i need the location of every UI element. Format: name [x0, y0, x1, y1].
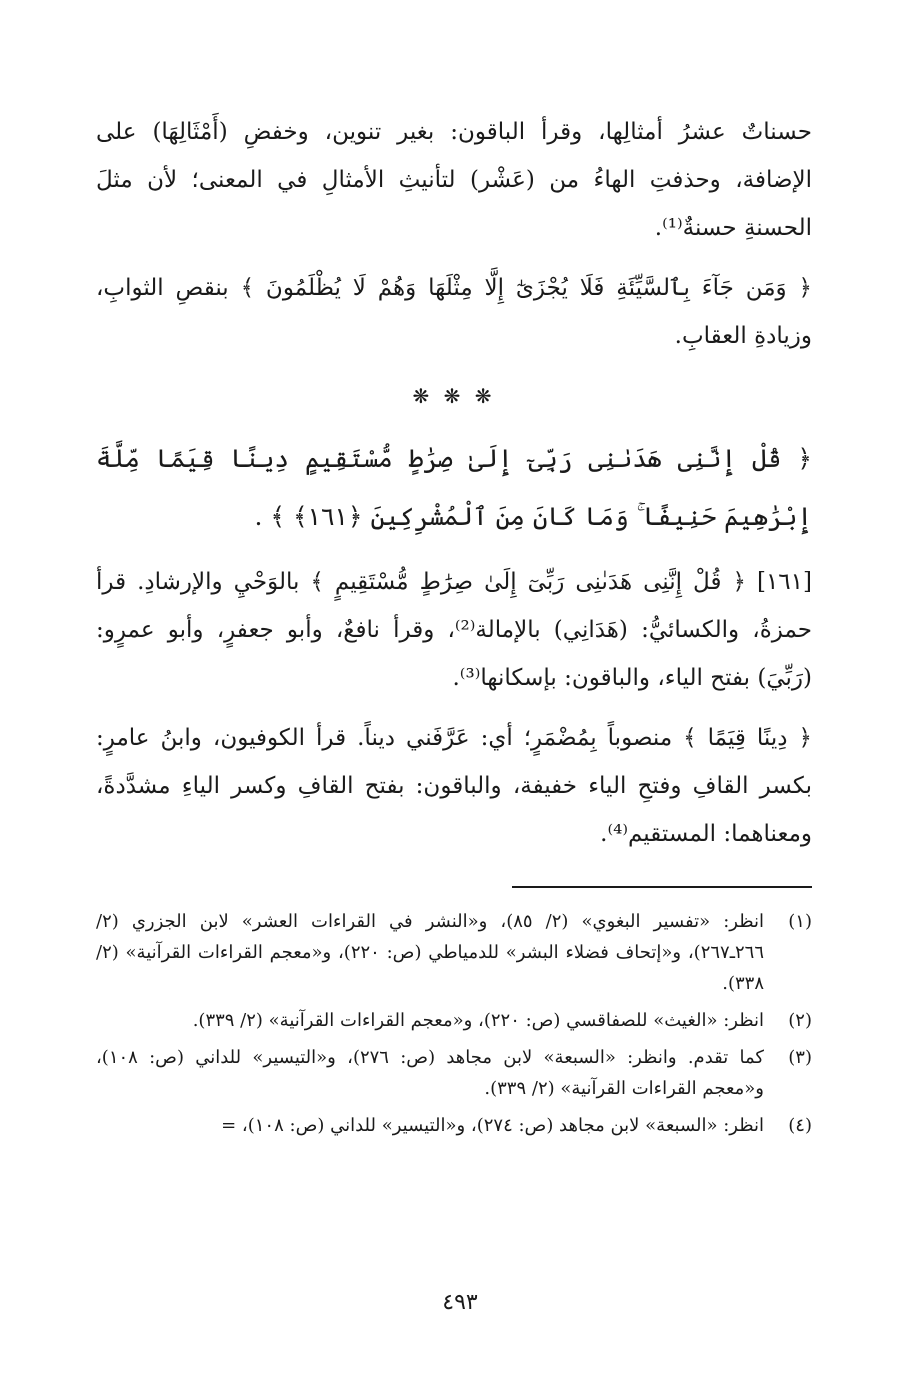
- quran-verse: ﴿ قُلْ إِنَّنِى هَدَىٰنِى رَبِّىٓ إِلَىٰ صِرَٰطٍ مُّسْتَقِيمٍ دِينًا قِيَمًا مِّلَّةَ إِبْرَٰهِيمَ حَنِيفًا ۚ وَمَا كَانَ مِنَ ٱلْمُشْرِكِينَ ﴿١٦١﴾ ﴾ .: [96, 444, 812, 531]
- footnote-item: [96, 1005, 812, 1036]
- section-separator: ❋ ❋ ❋: [412, 384, 496, 408]
- footnote-number: (٣): [788, 1047, 812, 1068]
- page-number: ٤٩٣: [442, 1290, 478, 1315]
- page-body: [96, 108, 812, 1147]
- paragraph-2: ﴿ وَمَن جَآءَ بِٱلسَّيِّئَةِ فَلَا يُجْزَىٰٓ إِلَّا مِثْلَهَا وَهُمْ لَا يُظْلَمُونَ ﴾ بنقصِ الثوابِ، وزيادةِ العقابِ.: [96, 275, 812, 349]
- footnote-text: انظر: «تفسير البغوي» (٢/ ٨٥)، و«النشر في القراءات العشر» لابن الجزري (٢/ ٢٦٦ـ٢٦٧)، و«إتحاف فضلاء البشر» للدمياطي (ص: ٢٢٠)، و«معجم القراءات القرآنية» (٢/ ٣٣٨).: [96, 911, 765, 994]
- footnote-text: انظر: «السبعة» لابن مجاهد (ص: ٢٧٤)، و«التيسير» للداني (ص: ١٠٨)، =: [221, 1115, 764, 1136]
- footnote-divider: [512, 886, 812, 888]
- footnote-text: انظر: «الغيث» للصفاقسي (ص: ٢٢٠)، و«معجم القراءات القرآنية» (٢/ ٣٣٩).: [192, 1010, 764, 1031]
- footnote-number: (٢): [788, 1010, 812, 1031]
- paragraph-4: ﴿ دِينًا قِيَمًا ﴾ منصوباً بِمُضْمَرٍ؛ أي: عَرَّفَني ديناً. قرأ الكوفيون، وابنُ عامرٍ: بكسر القافِ وفتحِ الياء خفيفة، والباقون: بفتح القافِ وكسر الياءِ مشدَّدةً، ومعناهما: المستقيم⁽⁴⁾.: [96, 725, 812, 847]
- footnote-item: [96, 1110, 812, 1141]
- footnotes: [96, 906, 812, 1141]
- footnote-item: [96, 906, 812, 999]
- footnote-item: [96, 1042, 812, 1104]
- footnote-number: (١): [788, 911, 812, 932]
- footnote-number: (٤): [788, 1115, 812, 1136]
- paragraph-3: [١٦١] ﴿ قُلْ إِنَّنِى هَدَىٰنِى رَبِّىٓ إِلَىٰ صِرَٰطٍ مُّسْتَقِيمٍ ﴾ بالوَحْيِ والإرشادِ. قرأ حمزةُ، والكسائيُّ: (هَدَانِي) بالإمالة⁽²⁾، وقرأ نافعٌ، وأبو جعفرٍ، وأبو عمرٍو: (رَبِّيَ) بفتح الياء، والباقون: بإسكانها⁽³⁾.: [96, 569, 812, 691]
- footnote-text: كما تقدم. وانظر: «السبعة» لابن مجاهد (ص: ٢٧٦)، و«التيسير» للداني (ص: ١٠٨)، و«معجم القراءات القرآنية» (٢/ ٣٣٩).: [96, 1047, 764, 1099]
- paragraph-1: حسناتٌ عشرُ أمثالِها، وقرأ الباقون: بغير تنوين، وخفضِ (أَمْثَالِهَا) على الإضافة، وحذفتِ الهاءُ من (عَشْر) لتأنيثِ الأمثالِ في المعنى؛ لأن مثلَ الحسنةِ حسنةٌ⁽¹⁾.: [96, 119, 812, 241]
